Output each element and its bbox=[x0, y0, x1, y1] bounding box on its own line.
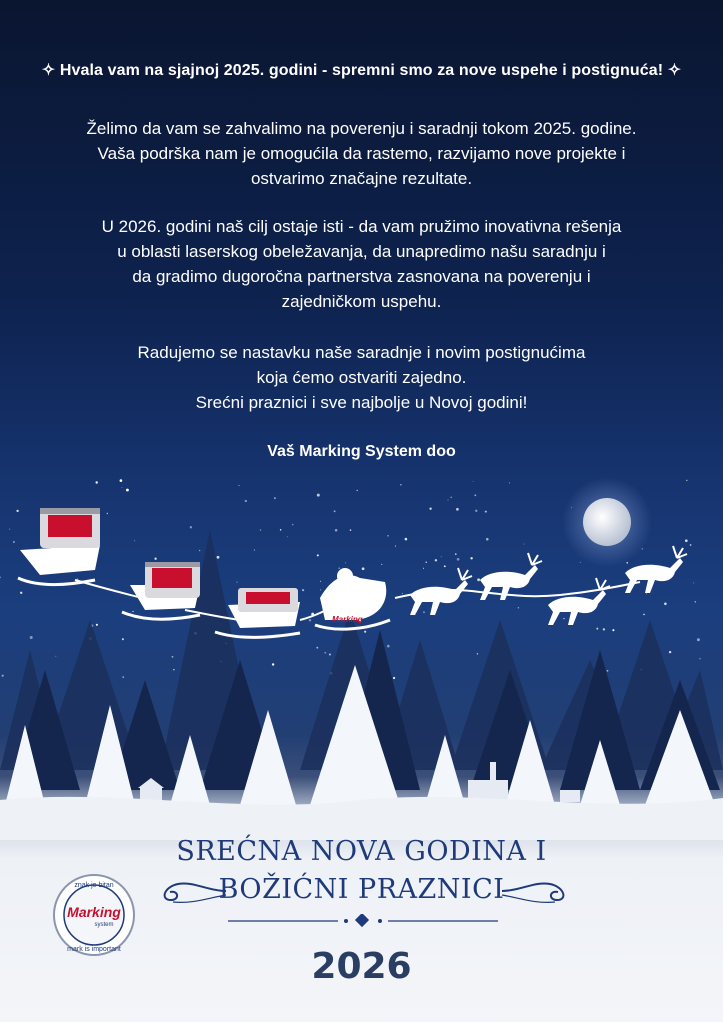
paragraph-line: U 2026. godini naš cilj ostaje isti - da vam pružimo inovativna rešenja bbox=[101, 217, 622, 236]
santa-sleigh bbox=[315, 568, 390, 629]
paragraph-line: Želimo da vam se zahvalimo na poverenju i saradnji tokom 2025. godine. bbox=[86, 119, 637, 138]
flourish-left-icon bbox=[148, 876, 228, 906]
logo-ring-top-text: znak je bitan bbox=[74, 882, 114, 889]
sleigh-marking-machine-1 bbox=[18, 508, 100, 585]
greeting-line-2: BOŽIĆNI PRAZNICI bbox=[218, 874, 505, 905]
paragraph-line: koja ćemo ostvariti zajedno. bbox=[256, 368, 467, 387]
paragraph-wishes bbox=[60, 340, 663, 415]
paragraph-line: Srećni praznici i sve najbolje u Novoj godini! bbox=[195, 393, 528, 412]
sleigh-brand-text: Marking bbox=[332, 615, 363, 624]
paragraph-line: u oblasti laserskog obeležavanja, da unapredimo našu saradnju i bbox=[117, 242, 606, 261]
flourish-right-icon bbox=[500, 876, 580, 906]
paragraph-line: Radujemo se nastavku naše saradnje i novim postignućima bbox=[137, 343, 586, 362]
logo-ring-bottom-text: mark is important bbox=[67, 946, 121, 953]
reindeer bbox=[410, 568, 472, 615]
marking-system-logo bbox=[52, 873, 136, 957]
headline-text: Hvala vam na sjajnoj 2025. godini - spremni smo za nove uspehe i postignuća! bbox=[59, 62, 664, 79]
year-title: 2026 bbox=[311, 946, 412, 987]
paragraph-line: zajedničkom uspehu. bbox=[281, 292, 442, 311]
headline bbox=[0, 60, 723, 80]
sparkle-icon: ✧ bbox=[41, 62, 56, 79]
signature: Vaš Marking System doo bbox=[267, 443, 456, 460]
logo-brand-text: Marking bbox=[67, 904, 121, 920]
paragraph-line: ostvarimo značajne rezultate. bbox=[250, 169, 473, 188]
logo-sub-text: system bbox=[94, 922, 114, 928]
divider-ornament bbox=[228, 914, 498, 928]
reindeer-herd bbox=[410, 546, 687, 625]
reindeer bbox=[548, 578, 610, 625]
winter-night-scene bbox=[0, 470, 723, 840]
greeting-line-1: SREĆNA NOVA GODINA I bbox=[176, 836, 547, 867]
sparkle-icon: ✧ bbox=[667, 62, 682, 79]
paragraph-thanks bbox=[60, 116, 663, 191]
moon bbox=[583, 498, 631, 546]
paragraph-line: Vaša podrška nam je omogućila da rastemo, razvijamo nove projekte i bbox=[97, 144, 626, 163]
paragraph-goals bbox=[60, 214, 663, 314]
paragraph-line: da gradimo dugoročna partnerstva zasnovana na poverenju i bbox=[132, 267, 591, 286]
